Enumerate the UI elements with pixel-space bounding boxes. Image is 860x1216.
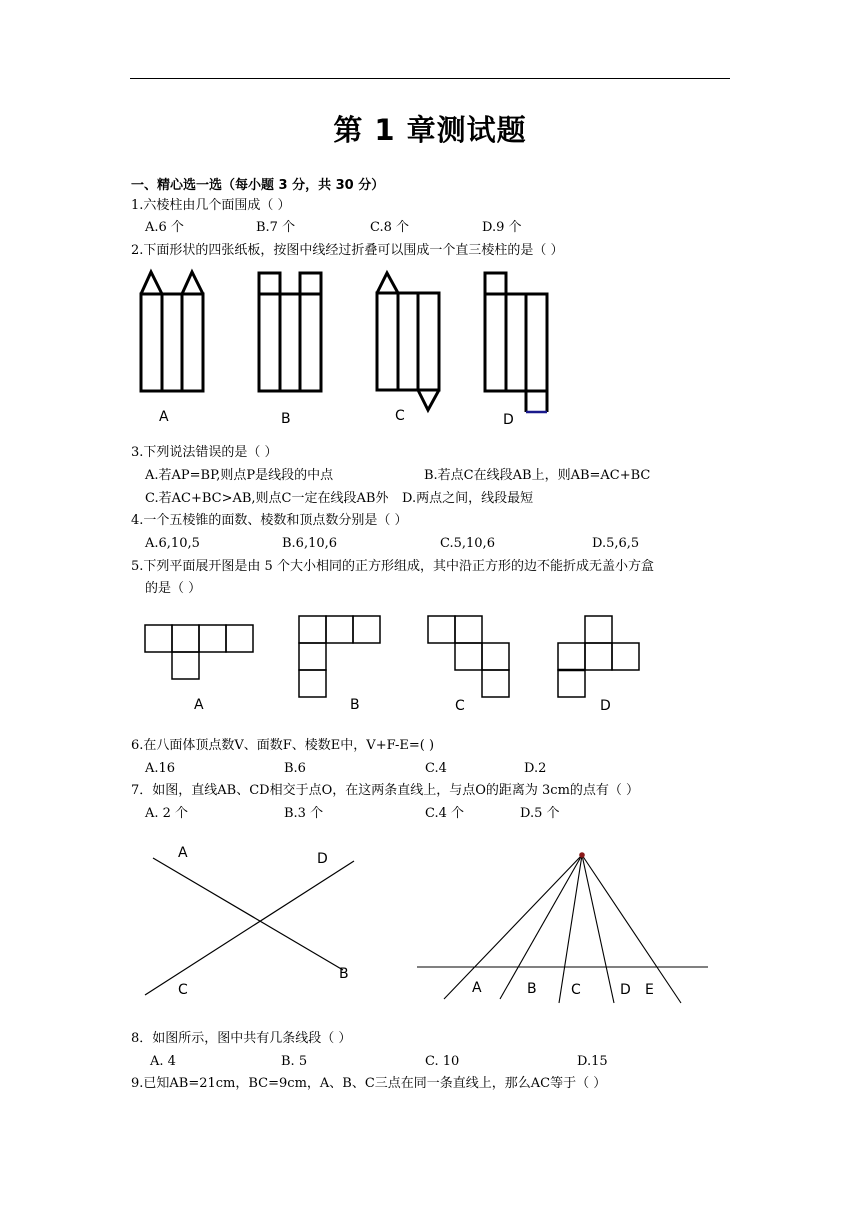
q2-label-b: B [281,411,291,427]
q4-option-a: A.6,10,5 [145,536,200,551]
fig8-label-e: E [645,982,654,998]
q5-label-a: A [194,697,204,713]
fig8-label-b: B [527,981,537,997]
q8-option-d: D.15 [577,1054,608,1069]
q7-option-a: A. 2 个 [145,806,189,821]
q1-option-a: A.6 个 [145,220,184,235]
fig8-label-a: A [472,980,482,996]
intersecting-lines-figure [145,858,354,995]
q3-option-d: D.两点之间，线段最短 [402,491,534,506]
q4-option-b: B.6,10,6 [282,536,338,551]
q2-label-a: A [159,409,169,425]
vertex-point [579,852,585,858]
fig7-label-c: C [178,982,188,998]
q1-option-d: D.9 个 [482,220,522,235]
q2-stem: 2.下面形状的四张纸板，按图中线经过折叠可以围成一个直三棱柱的是（ ） [131,243,564,258]
q4-stem: 4.一个五棱锥的面数、棱数和顶点数分别是（ ） [131,513,408,528]
q7-option-b: B.3 个 [284,806,324,821]
q6-option-c: C.4 [425,761,447,776]
q6-option-d: D.2 [524,761,547,776]
q5-stem-line2: 的是（ ） [145,581,202,596]
q1-option-c: C.8 个 [370,220,410,235]
q6-option-a: A.16 [145,761,176,776]
q4-option-d: D.5,6,5 [592,536,640,551]
q3-option-b: B.若点C在线段AB上，则AB=AC+BC [424,468,651,483]
q8-stem: 8．如图所示，图中共有几条线段（ ） [131,1031,352,1046]
section-heading: 一、精心选一选（每小题 3 分，共 30 分） [131,178,385,193]
fig7-label-d: D [317,851,328,867]
fig8-label-d: D [620,982,631,998]
q4-option-c: C.5,10,6 [440,536,495,551]
q5-label-c: C [455,698,465,714]
q7-option-c: C.4 个 [425,806,465,821]
fig8-label-c: C [571,982,581,998]
q6-stem: 6.在八面体顶点数V、面数F、棱数E中，V+F-E=( ) [131,738,435,753]
page-title: 第 1 章测试题 [333,113,527,147]
q3-stem: 3.下列说法错误的是（ ） [131,445,278,460]
q8-option-a: A. 4 [150,1054,176,1069]
q5-stem-line1: 5.下列平面展开图是由 5 个大小相同的正方形组成，其中沿正方形的边不能折成无盖小方盒 [131,559,654,574]
q3-option-a: A.若AP=BP,则点P是线段的中点 [145,468,334,483]
fig7-label-b: B [339,966,349,982]
q7-option-d: D.5 个 [520,806,560,821]
q2-label-d: D [503,412,514,428]
fig7-label-a: A [178,845,188,861]
q8-option-c: C. 10 [425,1054,460,1069]
q6-option-b: B.6 [284,761,306,776]
q5-label-b: B [350,697,360,713]
q1-stem: 1.六棱柱由几个面围成（ ） [131,198,291,213]
q1-option-b: B.7 个 [256,220,296,235]
q2-label-c: C [395,408,405,424]
q7-stem: 7．如图，直线AB、CD相交于点O，在这两条直线上，与点O的距离为 3cm的点有（ ） [131,783,640,798]
q3-option-c: C.若AC+BC>AB,则点C一定在线段AB外 [145,491,389,506]
q5-label-d: D [600,698,611,714]
rays-figure [417,855,708,1003]
q9-stem: 9.已知AB=21cm，BC=9cm，A、B、C三点在同一条直线上，那么AC等于（ ） [131,1076,607,1091]
q8-option-b: B. 5 [281,1054,308,1069]
